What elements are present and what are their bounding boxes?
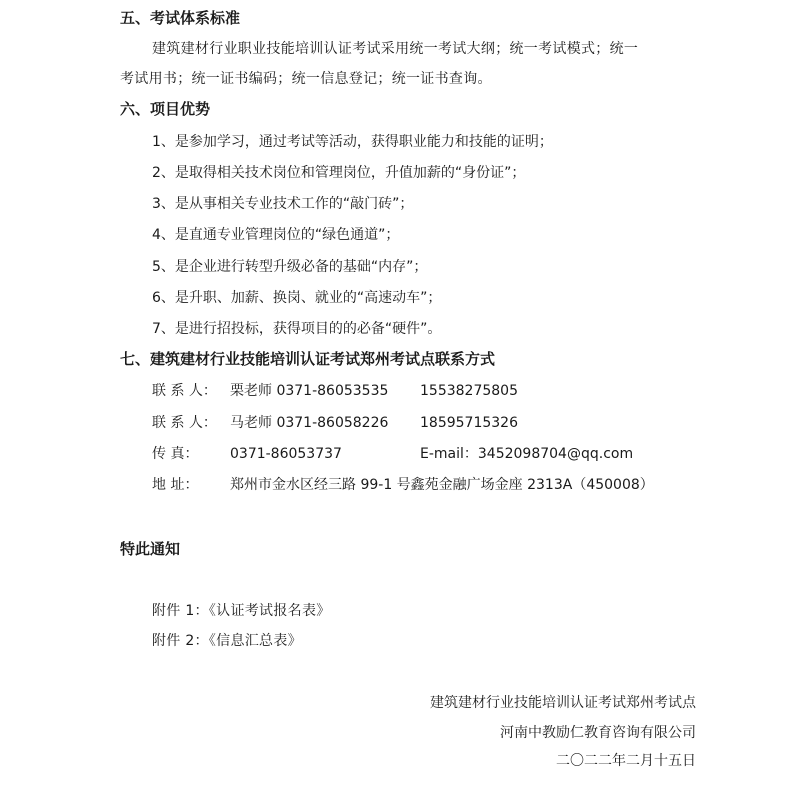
contact-label: 联 系 人：	[152, 415, 217, 431]
contact-mobile: 18595715326	[420, 415, 518, 431]
contact-label: 联 系 人：	[152, 383, 217, 399]
fax-number: 0371-86053737	[230, 446, 342, 462]
signature-org-2: 河南中教励仁教育咨询有限公司	[500, 725, 696, 741]
section-6-heading: 六、项目优势	[120, 100, 211, 118]
advantage-item-2: 2、是取得相关技术岗位和管理岗位，升值加薪的“身份证”；	[152, 165, 526, 181]
fax-email-row	[152, 443, 633, 463]
contact-row	[152, 412, 518, 432]
address: 郑州市金水区经三路 99-1 号鑫苑金融广场金座 2313A（450008）	[230, 477, 654, 493]
address-row	[152, 474, 654, 494]
advantage-item-3: 3、是从事相关专业技术工作的“敲门砖”；	[152, 196, 414, 212]
advantage-item-6: 6、是升职、加薪、换岗、就业的“高速动车”；	[152, 290, 442, 306]
advantage-item-4: 4、是直通专业管理岗位的“绿色通道”；	[152, 227, 400, 243]
attachment-1: 附件 1：《认证考试报名表》	[152, 603, 331, 619]
advantage-item-1: 1、是参加学习，通过考试等活动，获得职业能力和技能的证明；	[152, 134, 553, 150]
signature-org-1: 建筑建材行业技能培训认证考试郑州考试点	[430, 695, 696, 711]
section-5-paragraph-line-1: 建筑建材行业职业技能培训认证考试采用统一考试大纲；统一考试模式；统一	[152, 41, 639, 57]
attachment-2: 附件 2：《信息汇总表》	[152, 633, 302, 649]
advantage-item-7: 7、是进行招投标，获得项目的的必备“硬件”。	[152, 321, 442, 337]
section-5-heading: 五、考试体系标准	[120, 9, 241, 27]
contact-name-phone: 栗老师 0371-86053535	[230, 383, 389, 399]
email: E-mail：3452098704@qq.com	[420, 446, 634, 462]
contact-row	[152, 380, 518, 400]
section-7-heading: 七、建筑建材行业技能培训认证考试郑州考试点联系方式	[120, 350, 496, 368]
contact-mobile: 15538275805	[420, 383, 518, 399]
fax-label: 传 真：	[152, 446, 199, 462]
notice-heading: 特此通知	[120, 540, 181, 558]
advantage-item-5: 5、是企业进行转型升级必备的基础“内存”；	[152, 259, 428, 275]
signature-date: 二〇二二年二月十五日	[556, 753, 696, 769]
address-label: 地 址：	[152, 477, 199, 493]
section-5-paragraph-line-2: 考试用书；统一证书编码；统一信息登记；统一证书查询。	[120, 71, 492, 87]
contact-name-phone: 马老师 0371-86058226	[230, 415, 389, 431]
